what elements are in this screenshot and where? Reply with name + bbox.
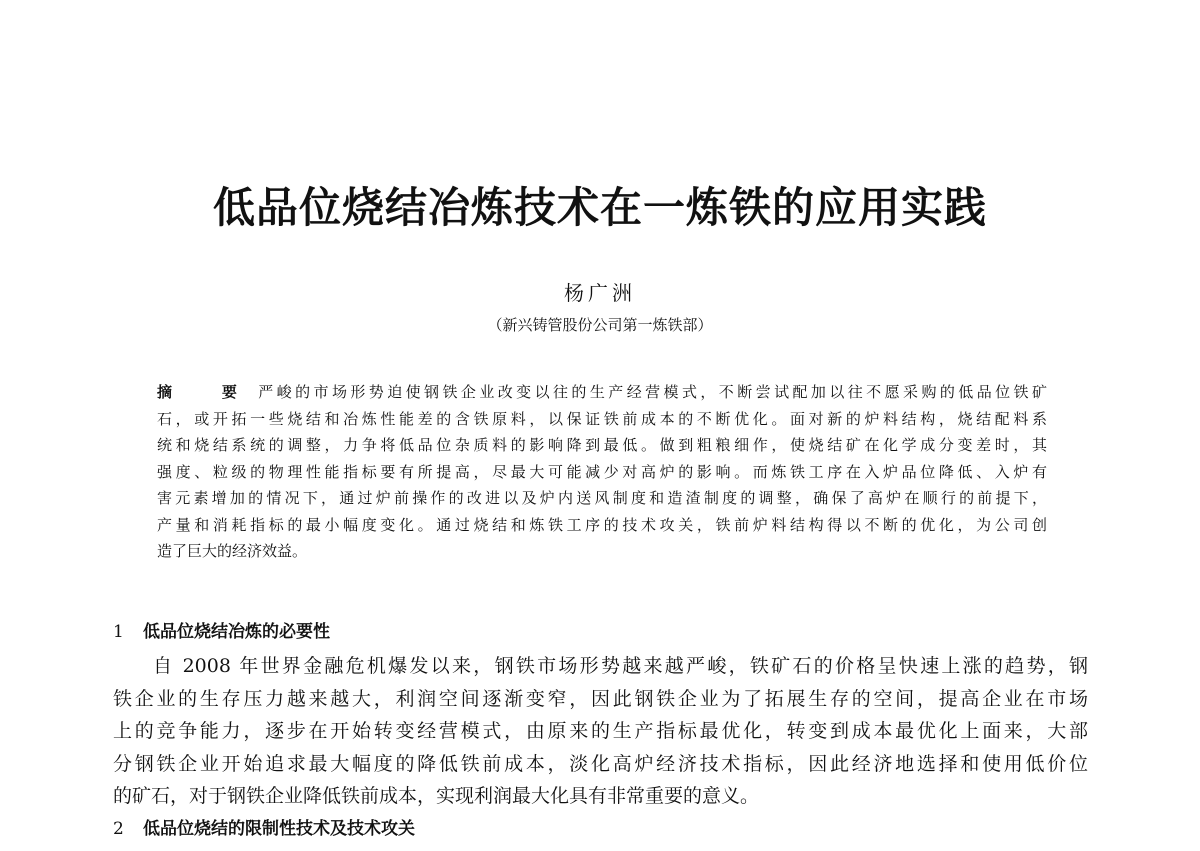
abstract-line: 害元素增加的情况下，通过炉前操作的改进以及炉内送风制度和造渣制度的调整，确保了高炉在顺行的前提下， (157, 489, 1047, 507)
author-name: 杨广洲 (564, 281, 636, 305)
author-affiliation: （新兴铸管股份公司第一炼铁部） (487, 316, 713, 334)
paragraph-line: 铁企业的生存压力越来越大，利润空间逐渐变窄，因此钢铁企业为了拓展生存的空间，提高企业在市场 (113, 687, 1088, 710)
section-number: 1 (113, 622, 124, 642)
section-title: 低品位烧结的限制性技术及技术攻关 (143, 819, 415, 839)
abstract-line: 造了巨大的经济效益。 (157, 542, 308, 560)
abstract-line: 强度、粒级的物理性能指标要有所提高，尽最大可能减少对高炉的影响。而炼铁工序在入炉品位降低、入炉有 (157, 462, 1047, 481)
paragraph-line: 的矿石，对于钢铁企业降低铁前成本，实现利润最大化具有非常重要的意义。 (113, 785, 760, 807)
section-1-paragraph (113, 650, 1088, 813)
abstract-text: 严峻的市场形势迫使钢铁企业改变以往的生产经营模式，不断尝试配加以往不愿采购的低品位铁矿 (258, 383, 1047, 401)
abstract-line (157, 379, 1047, 406)
abstract-label: 摘 要 (157, 383, 255, 401)
abstract-line: 石，或开拓一些烧结和冶炼性能差的含铁原料，以保证铁前成本的不断优化。面对新的炉料结构，烧结配料系 (157, 409, 1047, 428)
section-title: 低品位烧结冶炼的必要性 (143, 622, 330, 642)
paragraph-line: 自 2008 年世界金融危机爆发以来，钢铁市场形势越来越严峻，铁矿石的价格呈快速上涨的趋势，钢 (153, 655, 1088, 677)
abstract-line: 统和烧结系统的调整，力争将低品位杂质料的影响降到最低。做到粗粮细作，使烧结矿在化学成分变差时，其 (157, 436, 1047, 454)
section-number: 2 (113, 819, 124, 839)
abstract-line: 产量和消耗指标的最小幅度变化。通过烧结和炼铁工序的技术攻关，铁前炉料结构得以不断的优化，为公司创 (157, 515, 1047, 534)
paragraph-line: 分钢铁企业开始追求最大幅度的降低铁前成本，淡化高炉经济技术指标，因此经济地选择和使用低价位 (113, 752, 1088, 775)
paragraph-line: 上的竞争能力，逐步在开始转变经营模式，由原来的生产指标最优化，转变到成本最优化上面来，大部 (113, 720, 1088, 742)
paper-title: 低品位烧结冶炼技术在一炼铁的应用实践 (212, 183, 987, 232)
section-heading-2 (113, 817, 415, 841)
section-heading-1 (113, 620, 330, 644)
abstract (157, 379, 1047, 565)
